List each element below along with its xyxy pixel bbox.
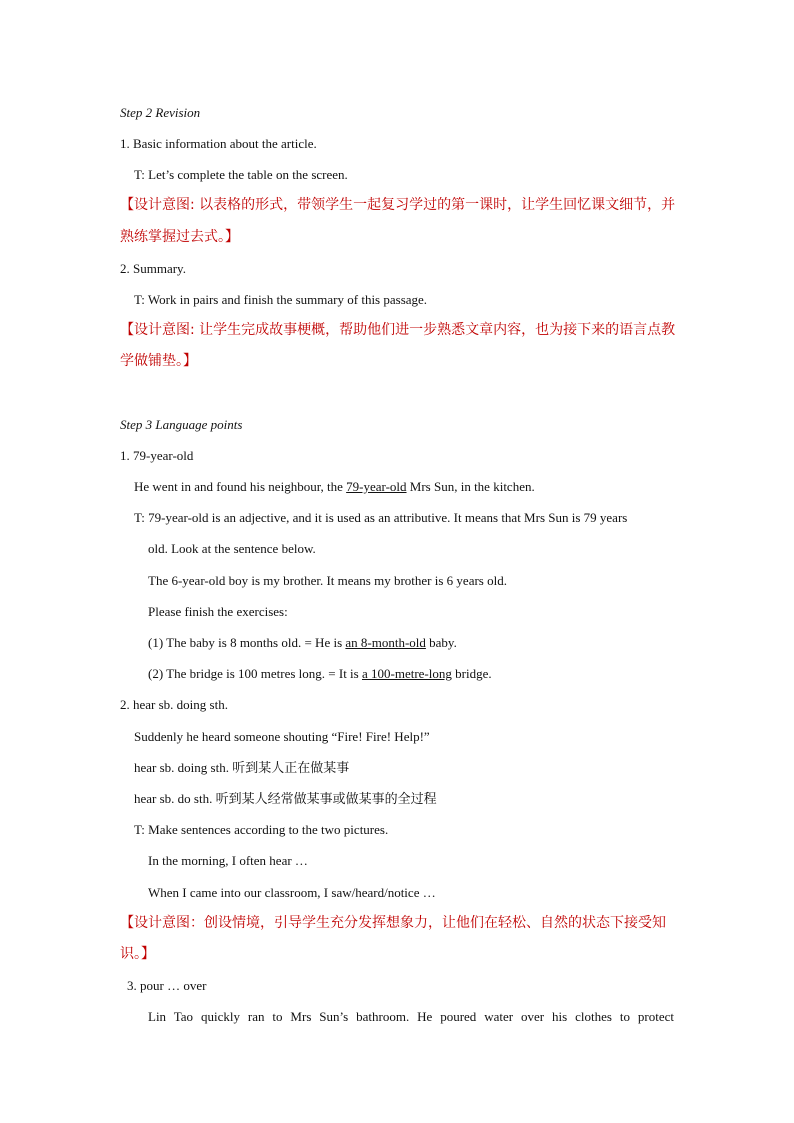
step2-heading: Step 2 Revision — [120, 105, 201, 120]
ex1-post: baby. — [425, 635, 457, 650]
design-intent-2-line1: 【设计意图: 让学生完成故事梗概，帮助他们进一步熟悉文章内容，也为接下来的语言点教 — [120, 322, 676, 338]
point1-sentence: The 6-year-old boy is my brother. It means my brother is 6 years old. — [148, 573, 507, 588]
point3-example: Lin Tao quickly ran to Mrs Sun’s bathroom. He poured water over his clothes to protect — [148, 1009, 674, 1024]
point2-usage-1: hear sb. doing sth. 听到某人正在做某事 — [134, 760, 350, 775]
step2-item2: 2. Summary. — [120, 261, 186, 276]
point1-exercise-2 — [148, 665, 492, 683]
design-intent-3-line1: 【设计意图：创设情境，引导学生充分发挥想象力，让他们在轻松、自然的状态下接受知 — [120, 915, 666, 931]
point1-teacher-line2: old. Look at the sentence below. — [148, 541, 316, 556]
point1-example-pre: He went in and found his neighbour, the — [134, 479, 347, 494]
point2-teacher: T: Make sentences according to the two pictures. — [134, 822, 389, 837]
point1-example — [134, 478, 535, 496]
point1-exercise-intro: Please finish the exercises: — [148, 604, 288, 619]
ex2-answer: a 100-metre-long — [361, 666, 452, 681]
design-intent-3-line2: 识。】 — [120, 946, 155, 962]
point1-example-underlined: 79-year-old — [346, 479, 407, 494]
point3-title: 3. pour … over — [127, 978, 207, 993]
design-intent-2-line2: 学做铺垫。】 — [120, 353, 197, 369]
step2-item2-teacher: T: Work in pairs and finish the summary of this passage. — [134, 292, 428, 307]
point2-usage-2: hear sb. do sth. 听到某人经常做某事或做某事的全过程 — [134, 791, 437, 806]
ex2-pre: (2) The bridge is 100 metres long. = It is — [148, 666, 362, 681]
step2-item1: 1. Basic information about the article. — [120, 136, 317, 151]
design-intent-1-line2: 熟练掌握过去式。】 — [120, 229, 239, 245]
point2-prompt-2: When I came into our classroom, I saw/heard/notice … — [148, 885, 436, 900]
point2-prompt-1: In the morning, I often hear … — [148, 853, 308, 868]
point1-example-post: Mrs Sun, in the kitchen. — [406, 479, 535, 494]
point1-teacher-line1: T: 79-year-old is an adjective, and it is used as an attributive. It means that Mrs Sun is 79 years — [134, 510, 628, 525]
point1-title: 1. 79-year-old — [120, 448, 194, 463]
ex2-post: bridge. — [451, 666, 492, 681]
ex1-pre: (1) The baby is 8 months old. = He is — [148, 635, 346, 650]
ex1-answer: an 8-month-old — [345, 635, 426, 650]
design-intent-1-line1: 【设计意图: 以表格的形式，带领学生一起复习学过的第一课时，让学生回忆课文细节，并 — [120, 197, 676, 213]
step2-item1-teacher: T: Let’s complete the table on the screen. — [134, 167, 348, 182]
point1-exercise-1 — [148, 634, 457, 652]
point2-example: Suddenly he heard someone shouting “Fire! Fire! Help!” — [134, 729, 430, 744]
point2-title: 2. hear sb. doing sth. — [120, 697, 228, 712]
step3-heading: Step 3 Language points — [120, 417, 243, 432]
